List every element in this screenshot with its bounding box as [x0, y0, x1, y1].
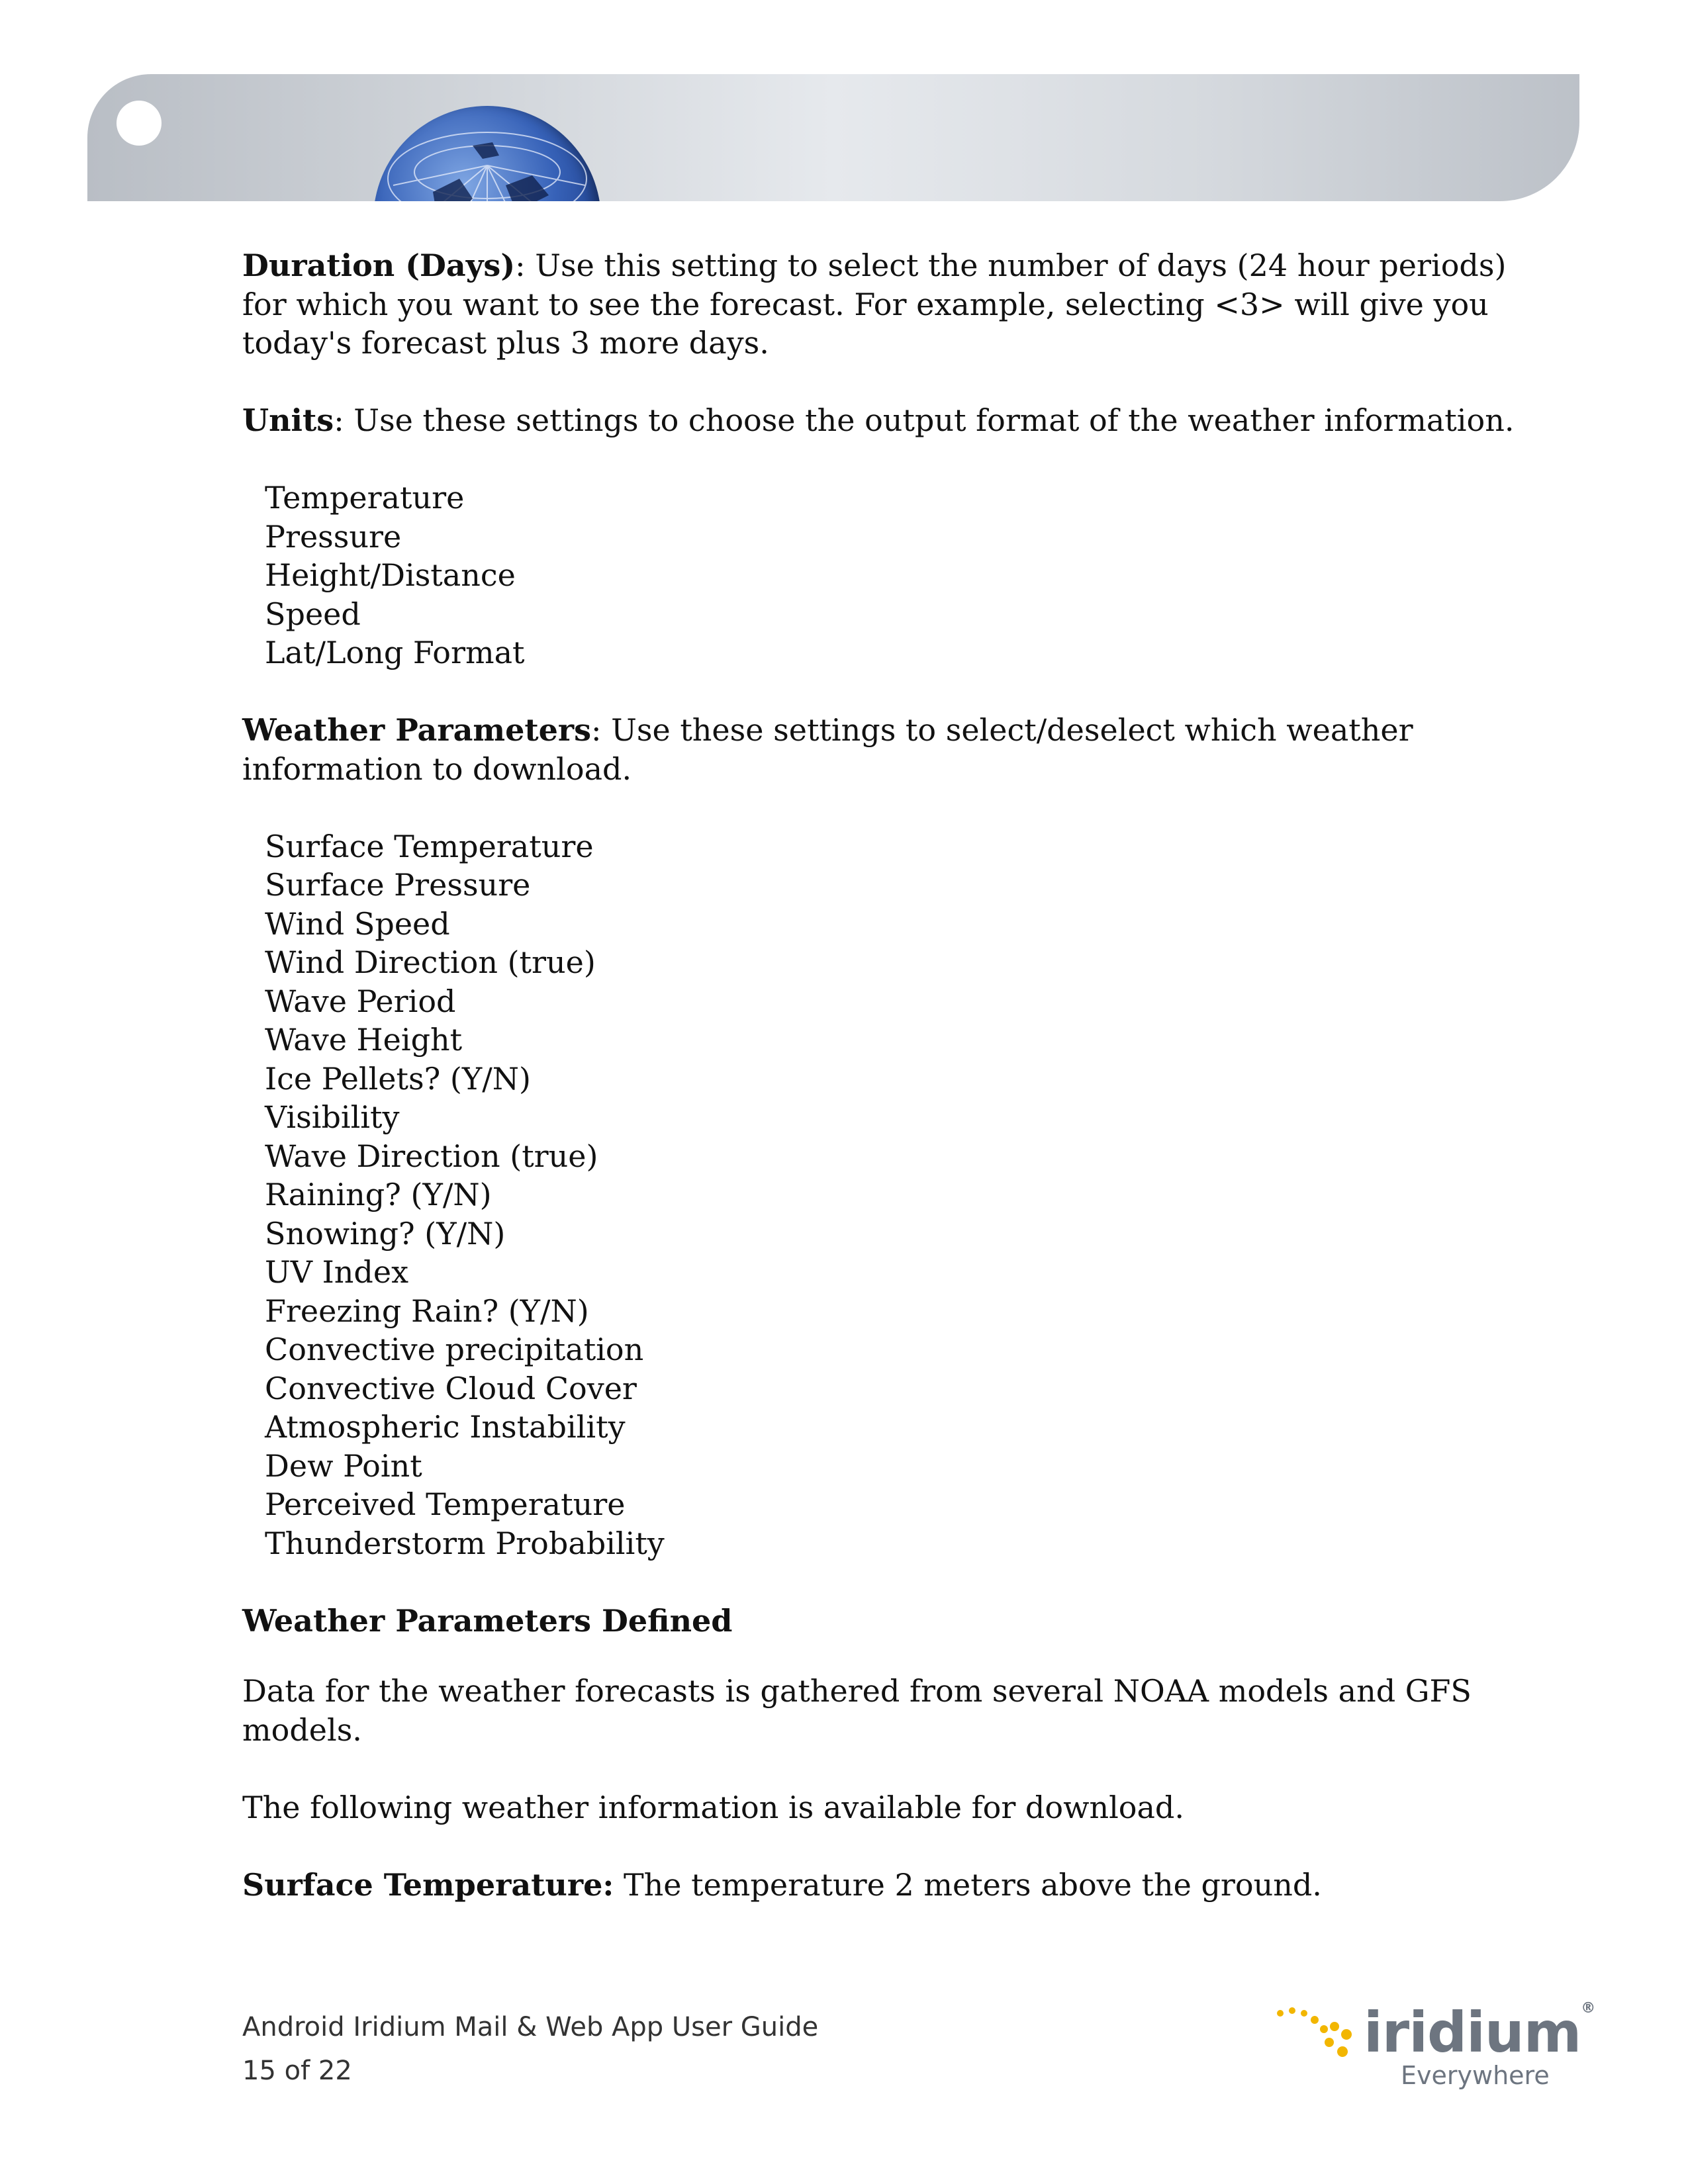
list-item: Wave Period — [265, 983, 456, 1019]
list-item: Wave Height — [265, 1022, 463, 1058]
weather-parameters-text: : Use these settings to select/deselect which weather information to download. — [242, 712, 1413, 787]
logo-registered-mark: ® — [1581, 2000, 1595, 2017]
list-item: Wind Speed — [265, 905, 450, 942]
list-item: Convective precipitation — [265, 1332, 644, 1367]
available-paragraph: The following weather information is available for download. — [242, 1789, 1184, 1825]
list-item: Height/Distance — [265, 557, 516, 593]
list-item: Snowing? (Y/N) — [265, 1215, 506, 1251]
list-item: Dew Point — [265, 1447, 422, 1484]
duration-label: Duration (Days) — [242, 248, 516, 283]
list-item: UV Index — [265, 1254, 409, 1290]
list-item: Atmospheric Instability — [265, 1409, 626, 1445]
list-item: Visibility — [265, 1099, 400, 1135]
page-footer — [242, 2005, 818, 2093]
iridium-logo — [1274, 2000, 1595, 2099]
list-item: Freezing Rain? (Y/N) — [265, 1293, 589, 1329]
globe-gridlines — [373, 106, 601, 201]
list-item: Speed — [265, 596, 361, 632]
list-item: Pressure — [265, 518, 402, 555]
list-item: Convective Cloud Cover — [265, 1370, 637, 1406]
list-item: Wind Direction (true) — [265, 944, 596, 980]
list-item: Raining? (Y/N) — [265, 1177, 492, 1212]
page-content — [242, 246, 1546, 1943]
globe-icon — [373, 106, 601, 201]
data-source-paragraph: Data for the weather forecasts is gathered from several NOAA models and GFS models. — [242, 1673, 1472, 1748]
header-dot — [117, 101, 162, 146]
list-item: Perceived Temperature — [265, 1486, 626, 1522]
list-item: Thunderstorm Probability — [265, 1525, 665, 1561]
section-heading: Weather Parameters Defined — [242, 1602, 733, 1639]
logo-dots-icon — [1274, 2005, 1360, 2058]
header-banner — [87, 74, 1579, 201]
list-item: Temperature — [265, 480, 465, 516]
weather-parameters-label: Weather Parameters — [242, 712, 591, 748]
weather-parameters-list — [242, 827, 1546, 1563]
list-item: Surface Temperature — [265, 828, 594, 864]
units-list — [242, 478, 1546, 672]
units-paragraph — [242, 401, 1546, 440]
list-item: Lat/Long Format — [265, 635, 525, 670]
list-item: Ice Pellets? (Y/N) — [265, 1060, 531, 1097]
footer-guide-title: Android Iridium Mail & Web App User Guide — [242, 2012, 819, 2042]
surface-temperature-label: Surface Temperature: — [242, 1866, 614, 1903]
list-item: Surface Pressure — [265, 867, 531, 903]
logo-tagline: Everywhere — [1401, 2061, 1550, 2090]
logo-word: iridium — [1364, 2000, 1581, 2065]
surface-temperature-paragraph — [242, 1866, 1546, 1905]
duration-text: : Use this setting to select the number of days (24 hour periods) for which you want to see the forecast. For example, selecting <3> will give you today's forecast plus 3 more days. — [242, 248, 1507, 361]
weather-parameters-paragraph — [242, 711, 1546, 788]
duration-paragraph — [242, 246, 1546, 363]
list-item: Wave Direction (true) — [265, 1138, 598, 1174]
surface-temperature-text: The temperature 2 meters above the ground. — [614, 1866, 1322, 1903]
units-text: : Use these settings to choose the output format of the weather information. — [334, 402, 1515, 438]
logo-wordmark — [1364, 2000, 1595, 2065]
footer-page-number: 15 of 22 — [242, 2056, 352, 2086]
units-label: Units — [242, 402, 334, 438]
